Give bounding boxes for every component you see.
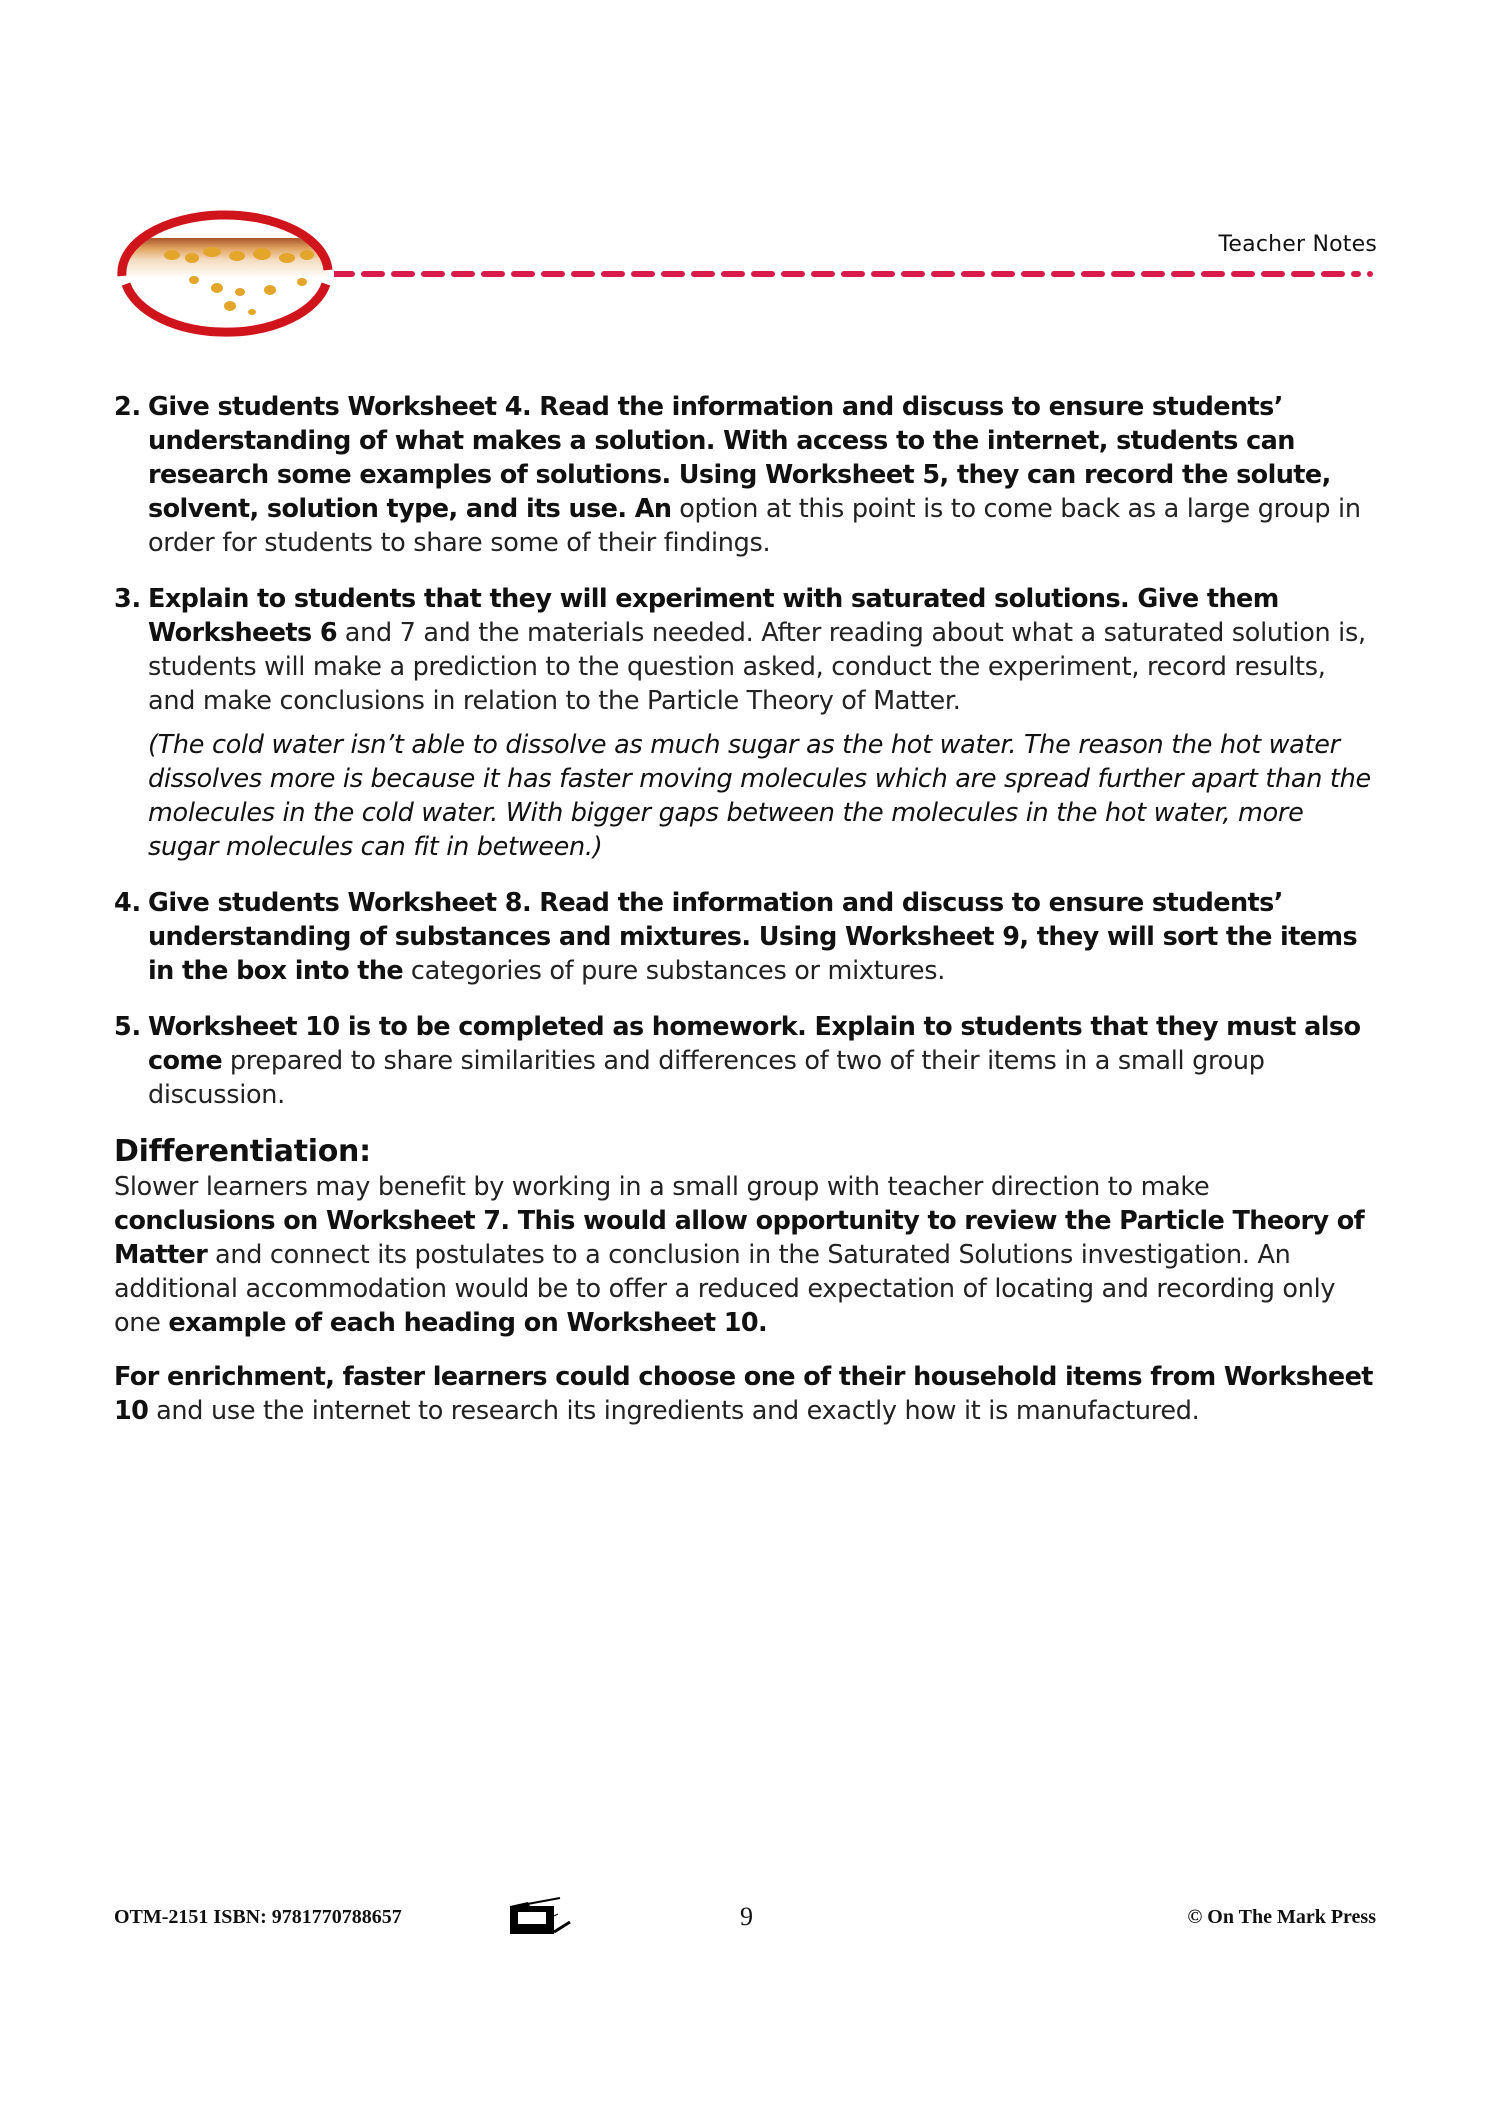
step-instruction: Explain to students that they will experiment with saturated solutions. Give them Worksheets 6 xyxy=(148,584,1279,648)
paragraph-text: Slower learners may benefit by working in a small group with teacher direction to make xyxy=(114,1172,1210,1202)
copyright: © On The Mark Press xyxy=(1187,1906,1376,1928)
step-4 xyxy=(114,886,1376,988)
page-header xyxy=(0,0,1489,360)
sugar-dissolving-photo-icon xyxy=(112,200,338,352)
step-instruction: Give students Worksheet 4. Read the information and discuss to ensure students’ understanding of what makes a solution. With access to the internet, students can research some examples of solutions. Using Worksheet 5, they can record the solute, solvent, solution type, and its use. An xyxy=(148,392,1331,524)
page-footer xyxy=(114,1902,1376,1942)
differentiation-paragraph-enrichment xyxy=(114,1360,1376,1428)
step-number: 2. xyxy=(114,392,141,422)
step-number: 5. xyxy=(114,1012,141,1042)
step-detail: prepared to share similarities and differences of two of their items in a small group discussion. xyxy=(148,1046,1265,1110)
step-number: 3. xyxy=(114,584,141,614)
step-5 xyxy=(114,1010,1376,1112)
paragraph-text: and connect its postulates to a conclusion in the Saturated Solutions investigation. An additional accommodation would be to offer a reduced expectation of locating and recording only one xyxy=(114,1240,1336,1338)
step-instruction: Worksheet 10 is to be completed as homework. Explain to students that they must also come xyxy=(148,1012,1361,1076)
main-content xyxy=(114,390,1376,1448)
step-number: 4. xyxy=(114,888,141,918)
step-detail: option at this point is to come back as a large group in order for students to share some of their findings. xyxy=(148,494,1361,558)
differentiation-heading: Differentiation: xyxy=(114,1134,371,1169)
step-detail: and 7 and the materials needed. After reading about what a saturated solution is, students will make a prediction to the question asked, conduct the experiment, record results, and make conclusions in relation to the Particle Theory of Matter. xyxy=(148,618,1366,716)
step-3 xyxy=(114,582,1376,864)
step-instruction: Give students Worksheet 8. Read the information and discuss to ensure students’ understanding of substances and mixtures. Using Worksheet 9, they will sort the items in the box into the xyxy=(148,888,1358,986)
paragraph-bold-text: conclusions on Worksheet 7. This would allow opportunity to review the Particle Theory of Matter xyxy=(114,1206,1365,1270)
product-code-isbn: OTM-2151 ISBN: 9781770788657 xyxy=(114,1906,402,1928)
page-number: 9 xyxy=(740,1902,753,1931)
step-detail: categories of pure substances or mixtures. xyxy=(403,956,946,986)
paragraph-bold-text: example of each heading on Worksheet 10. xyxy=(168,1308,768,1338)
photocopier-icon xyxy=(508,1896,572,1936)
step-2 xyxy=(114,390,1376,560)
differentiation-paragraph-slower-learners xyxy=(114,1170,1376,1340)
paragraph-text: and use the internet to research its ingredients and exactly how it is manufactured. xyxy=(148,1396,1200,1426)
answer-note: (The cold water isn’t able to dissolve as much sugar as the hot water. The reason the hot water dissolves more is because it has faster moving molecules which are spread further apart than the molecules in the cold water. With bigger gaps between the molecules in the hot water, more sugar molecules can fit in between.) xyxy=(148,730,1371,862)
header-dashed-divider xyxy=(334,270,1374,278)
section-title: Teacher Notes xyxy=(1218,232,1377,257)
paragraph-bold-text: For enrichment, faster learners could choose one of their household items from Worksheet 10 xyxy=(114,1362,1373,1426)
